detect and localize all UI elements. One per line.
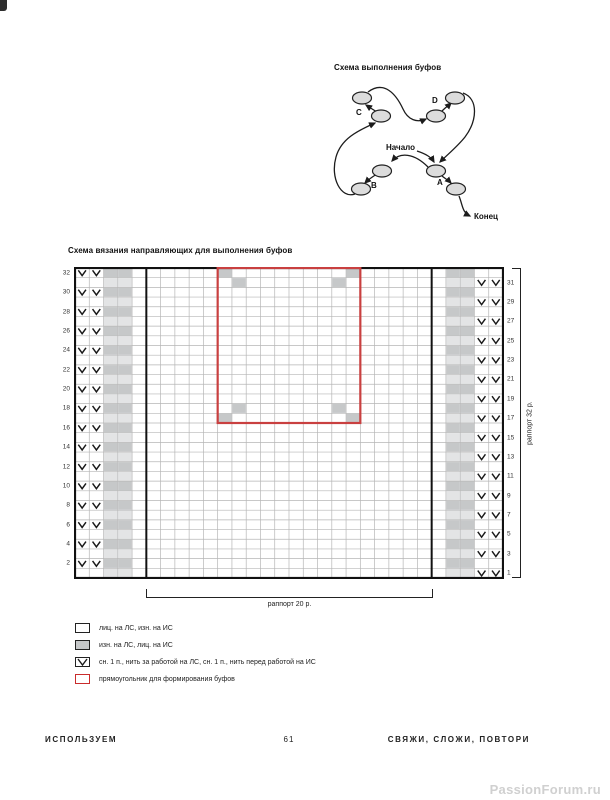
- gray-cell: [118, 559, 131, 568]
- row-number: 20: [62, 385, 70, 393]
- gray-cell: [446, 307, 459, 316]
- gray-cell: [104, 394, 117, 403]
- gray-cell: [104, 346, 117, 355]
- gray-cell: [446, 327, 459, 336]
- gray-cell: [461, 404, 474, 413]
- gray-cell: [104, 423, 117, 432]
- curve-a-to-b: [392, 155, 428, 167]
- footer-section-right: СВЯЖИ, СЛОЖИ, ПОВТОРИ: [387, 735, 530, 744]
- gray-cell: [104, 472, 117, 481]
- chart-title: Схема вязания направляющих для выполнения буфов: [68, 246, 293, 255]
- scan-corner-artifact: [0, 0, 7, 11]
- gray-cell: [104, 385, 117, 394]
- legend-label: изн. на ЛС, лиц. на ИС: [99, 641, 173, 649]
- gray-cell: [104, 375, 117, 384]
- gray-cell: [118, 423, 131, 432]
- gray-cell: [446, 501, 459, 510]
- gray-cell: [461, 336, 474, 345]
- gray-cell: [118, 414, 131, 423]
- gray-pickup-cell: [332, 404, 345, 413]
- row-number: 21: [507, 375, 515, 383]
- gray-cell: [104, 462, 117, 471]
- gray-cell: [118, 520, 131, 529]
- legend-item-knit: [75, 623, 316, 633]
- gray-cell: [118, 549, 131, 558]
- legend-label: прямоугольник для формирования буфов: [99, 675, 235, 683]
- row-number: 7: [507, 511, 511, 519]
- slip-stitch-v-icon: [75, 657, 90, 667]
- gray-cell: [446, 423, 459, 432]
- gray-pickup-cell: [232, 278, 245, 287]
- gray-cell: [104, 365, 117, 374]
- end-arrow: [459, 196, 470, 216]
- row-number: 32: [62, 269, 70, 277]
- row-number: 3: [507, 550, 511, 558]
- gray-cell: [118, 327, 131, 336]
- gray-cell: [118, 288, 131, 297]
- gray-cell: [461, 278, 474, 287]
- gray-cell: [118, 356, 131, 365]
- gray-cell: [104, 414, 117, 423]
- gray-cell: [461, 491, 474, 500]
- gray-cell: [461, 530, 474, 539]
- label-point-c: C: [356, 108, 362, 117]
- bottom-repeat-label: раппорт 20 р.: [267, 601, 312, 608]
- gray-cell: [446, 404, 459, 413]
- gray-cell: [461, 559, 474, 568]
- gray-cell: [446, 520, 459, 529]
- knitting-chart-grid: [74, 267, 504, 579]
- gray-cell: [118, 375, 131, 384]
- gray-cell: [461, 297, 474, 306]
- oval-b-inner: [373, 165, 392, 177]
- row-number: 27: [507, 317, 515, 325]
- gray-cell: [461, 462, 474, 471]
- gray-cell: [118, 472, 131, 481]
- gray-cell: [118, 443, 131, 452]
- gray-cell: [118, 307, 131, 316]
- gray-cell: [104, 559, 117, 568]
- gray-cell: [118, 482, 131, 491]
- gray-cell: [446, 336, 459, 345]
- gray-cell: [461, 472, 474, 481]
- gray-cell: [104, 443, 117, 452]
- gray-cell: [461, 511, 474, 520]
- gray-cell: [446, 356, 459, 365]
- gray-cell: [118, 540, 131, 549]
- gray-cell: [461, 268, 474, 277]
- footer-section-left: ИСПОЛЬЗУЕМ: [45, 735, 118, 744]
- gray-cell: [104, 511, 117, 520]
- gray-cell: [118, 317, 131, 326]
- gray-cell: [446, 472, 459, 481]
- gray-cell: [118, 569, 131, 578]
- gray-cell: [118, 530, 131, 539]
- gray-cell: [446, 394, 459, 403]
- gray-cell: [104, 336, 117, 345]
- oval-a-top: [427, 165, 446, 177]
- gray-cell: [104, 482, 117, 491]
- gray-cell: [104, 404, 117, 413]
- gray-cell: [461, 540, 474, 549]
- gray-cell: [118, 336, 131, 345]
- oval-d-outer: [446, 92, 465, 104]
- row-number: 15: [507, 434, 515, 442]
- row-number: 28: [62, 308, 70, 316]
- gray-cell: [104, 297, 117, 306]
- side-repeat-label: раппорт 32 р.: [526, 401, 534, 445]
- gray-cell: [446, 385, 459, 394]
- row-number: 13: [507, 453, 515, 461]
- gray-cell: [118, 385, 131, 394]
- gray-cell: [118, 394, 131, 403]
- row-number: 19: [507, 395, 515, 403]
- gray-cell: [461, 327, 474, 336]
- gray-cell: [461, 375, 474, 384]
- side-repeat-bracket: [512, 268, 521, 578]
- gray-cell: [118, 268, 131, 277]
- gray-cell: [104, 569, 117, 578]
- row-number: 6: [66, 521, 70, 529]
- row-number: 29: [507, 298, 515, 306]
- gray-cell: [104, 540, 117, 549]
- gray-cell: [104, 433, 117, 442]
- gray-cell: [104, 356, 117, 365]
- watermark: PassionForum.ru: [489, 782, 601, 797]
- row-number: 24: [62, 346, 70, 354]
- gray-cell: [461, 482, 474, 491]
- oval-b-outer: [352, 183, 371, 195]
- gray-cell: [461, 501, 474, 510]
- gray-cell: [461, 346, 474, 355]
- gray-square-icon: [75, 640, 90, 650]
- gray-cell: [446, 317, 459, 326]
- gray-cell: [104, 520, 117, 529]
- label-point-d: D: [432, 96, 438, 105]
- row-number: 1: [507, 569, 511, 577]
- row-number: 26: [62, 327, 70, 335]
- gray-cell: [461, 365, 474, 374]
- gray-cell: [446, 288, 459, 297]
- legend-item-purl: [75, 640, 316, 650]
- gray-cell: [446, 549, 459, 558]
- gray-cell: [461, 385, 474, 394]
- smocking-path-diagram: [330, 78, 510, 228]
- row-number: 11: [507, 472, 514, 480]
- gray-cell: [461, 549, 474, 558]
- row-number: 10: [62, 482, 70, 490]
- gray-cell: [118, 452, 131, 461]
- row-number: 31: [507, 279, 515, 287]
- gray-cell: [446, 482, 459, 491]
- gray-cell: [104, 268, 117, 277]
- gray-cell: [118, 404, 131, 413]
- row-number: 16: [62, 424, 70, 432]
- white-square-icon: [75, 623, 90, 633]
- gray-cell: [461, 433, 474, 442]
- label-end: Конец: [474, 212, 498, 221]
- gray-cell: [446, 452, 459, 461]
- gray-cell: [118, 433, 131, 442]
- gray-cell: [461, 356, 474, 365]
- row-number: 5: [507, 530, 511, 538]
- curve-a-pair: [442, 176, 451, 183]
- gray-cell: [446, 540, 459, 549]
- row-number: 14: [62, 443, 70, 451]
- gray-cell: [461, 569, 474, 578]
- gray-cell: [104, 549, 117, 558]
- gray-cell: [104, 317, 117, 326]
- bottom-repeat-bracket: [146, 589, 433, 598]
- row-number: 17: [507, 414, 515, 422]
- oval-c-inner: [372, 110, 391, 122]
- gray-cell: [446, 297, 459, 306]
- gray-cell: [461, 394, 474, 403]
- label-point-a: A: [437, 178, 443, 187]
- gray-cell: [104, 452, 117, 461]
- gray-cell: [446, 559, 459, 568]
- gray-cell: [104, 491, 117, 500]
- gray-cell: [446, 569, 459, 578]
- gray-cell: [118, 511, 131, 520]
- gray-cell: [446, 511, 459, 520]
- gray-cell: [446, 491, 459, 500]
- row-number: 9: [507, 492, 511, 500]
- label-point-b: B: [371, 181, 377, 190]
- gray-pickup-cell: [332, 278, 345, 287]
- row-number: 8: [66, 501, 70, 509]
- gray-cell: [446, 462, 459, 471]
- chart-legend: [75, 623, 316, 691]
- gray-cell: [446, 443, 459, 452]
- gray-cell: [446, 268, 459, 277]
- oval-a-bottom: [447, 183, 466, 195]
- gray-cell: [446, 530, 459, 539]
- gray-cell: [118, 501, 131, 510]
- row-number: 23: [507, 356, 515, 364]
- gray-cell: [461, 443, 474, 452]
- gray-cell: [104, 307, 117, 316]
- gray-pickup-cell: [218, 268, 231, 277]
- gray-cell: [461, 414, 474, 423]
- gray-cell: [446, 346, 459, 355]
- gray-cell: [118, 297, 131, 306]
- label-start: Начало: [386, 143, 415, 152]
- smocking-diagram-title: Схема выполнения буфов: [334, 63, 442, 72]
- legend-item-rectangle: [75, 674, 316, 684]
- row-number: 18: [62, 404, 70, 412]
- gray-cell: [118, 346, 131, 355]
- red-rectangle-icon: [75, 674, 90, 684]
- gray-cell: [461, 423, 474, 432]
- row-number: 25: [507, 337, 515, 345]
- gray-cell: [446, 375, 459, 384]
- gray-cell: [461, 307, 474, 316]
- gray-cell: [461, 317, 474, 326]
- gray-cell: [104, 501, 117, 510]
- row-number: 2: [66, 559, 70, 567]
- page-number: 61: [283, 735, 295, 744]
- row-number: 12: [62, 463, 70, 471]
- gray-cell: [446, 414, 459, 423]
- gray-pickup-cell: [346, 268, 359, 277]
- gray-cell: [104, 530, 117, 539]
- gray-cell: [461, 520, 474, 529]
- gray-cell: [461, 452, 474, 461]
- gray-cell: [446, 278, 459, 287]
- oval-d-inner: [427, 110, 446, 122]
- gray-cell: [104, 327, 117, 336]
- gray-pickup-cell: [346, 414, 359, 423]
- gray-pickup-cell: [232, 404, 245, 413]
- curve-d-pair: [442, 103, 451, 111]
- oval-c-outer: [353, 92, 372, 104]
- row-number: 30: [62, 288, 70, 296]
- legend-label: лиц. на ЛС, изн. на ИС: [99, 624, 173, 632]
- gray-cell: [104, 288, 117, 297]
- gray-cell: [446, 433, 459, 442]
- gray-cell: [446, 365, 459, 374]
- gray-cell: [461, 288, 474, 297]
- legend-item-slip: [75, 657, 316, 667]
- gray-pickup-cell: [218, 414, 231, 423]
- gray-cell: [104, 278, 117, 287]
- row-number: 4: [66, 540, 70, 548]
- gray-cell: [118, 365, 131, 374]
- gray-cell: [118, 278, 131, 287]
- gray-cell: [118, 462, 131, 471]
- legend-label: сн. 1 п., нить за работой на ЛС, сн. 1 п., нить перед работой на ИС: [99, 658, 316, 666]
- gray-cell: [118, 491, 131, 500]
- row-number: 22: [62, 366, 70, 374]
